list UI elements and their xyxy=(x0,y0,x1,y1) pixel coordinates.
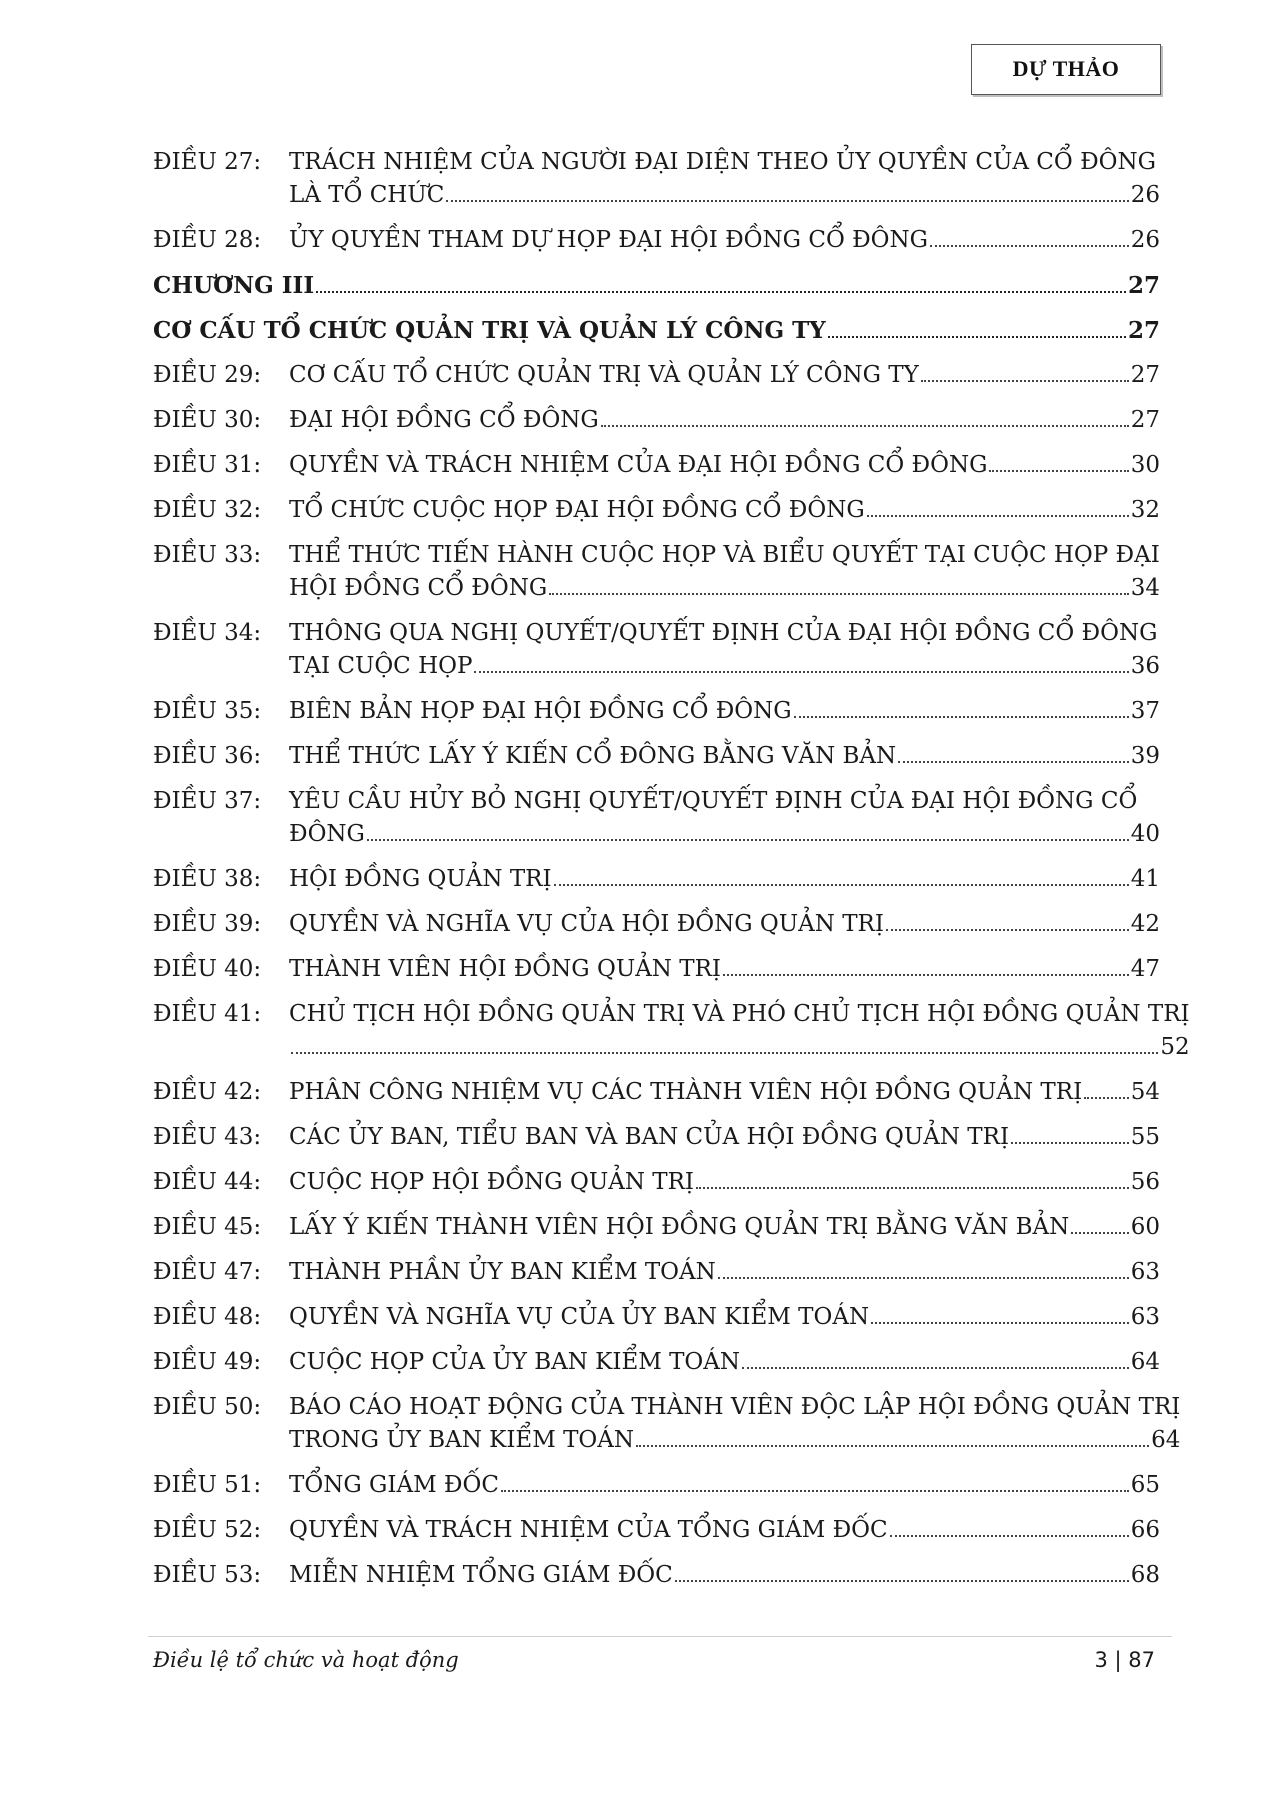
dot-leader xyxy=(794,716,1129,718)
dot-leader xyxy=(367,839,1129,841)
toc-entry-number: ĐIỀU 50: xyxy=(153,1394,262,1420)
toc-entry-title: TRONG ỦY BAN KIỂM TOÁN xyxy=(289,1427,634,1453)
toc-entry-title-line1: BÁO CÁO HOẠT ĐỘNG CỦA THÀNH VIÊN ĐỘC LẬP HỘI ĐỒNG QUẢN TRỊ xyxy=(289,1394,1181,1420)
table-of-contents xyxy=(153,146,1190,1604)
dot-leader xyxy=(291,1052,1158,1054)
toc-entry-title-line1: THÔNG QUA NGHỊ QUYẾT/QUYẾT ĐỊNH CỦA ĐẠI HỘI ĐỒNG CỔ ĐÔNG xyxy=(289,620,1158,646)
toc-entry-dieu-53[interactable] xyxy=(153,1559,1160,1592)
toc-entry-page: 27 xyxy=(1130,362,1160,388)
toc-entry-dieu-36[interactable] xyxy=(153,740,1160,773)
dot-leader xyxy=(718,1277,1129,1279)
toc-entry-number: ĐIỀU 41: xyxy=(153,1001,262,1027)
toc-entry-page: 26 xyxy=(1130,182,1160,208)
toc-entry-title: QUYỀN VÀ TRÁCH NHIỆM CỦA ĐẠI HỘI ĐỒNG CỔ ĐÔNG xyxy=(289,452,988,478)
dot-leader xyxy=(723,974,1129,976)
toc-entry-number: ĐIỀU 49: xyxy=(153,1349,262,1375)
dot-leader xyxy=(867,515,1129,517)
toc-entry-title: QUYỀN VÀ NGHĨA VỤ CỦA ỦY BAN KIỂM TOÁN xyxy=(289,1304,870,1330)
toc-entry-page: 37 xyxy=(1130,698,1160,724)
dot-leader xyxy=(474,671,1128,673)
toc-entry-page: 63 xyxy=(1130,1304,1160,1330)
toc-entry-dieu-28[interactable] xyxy=(153,224,1160,257)
dot-leader xyxy=(554,884,1129,886)
dot-leader xyxy=(898,761,1129,763)
toc-entry-title: MIỄN NHIỆM TỔNG GIÁM ĐỐC xyxy=(289,1562,673,1588)
toc-entry-number: ĐIỀU 44: xyxy=(153,1169,262,1195)
toc-entry-number: ĐIỀU 37: xyxy=(153,788,262,814)
toc-entry-page: 64 xyxy=(1130,1349,1160,1375)
toc-entry-page: 27 xyxy=(1130,407,1160,433)
toc-entry-number: ĐIỀU 28: xyxy=(153,227,262,253)
toc-entry-dieu-39[interactable] xyxy=(153,908,1160,941)
toc-entry-title: THÀNH PHẦN ỦY BAN KIỂM TOÁN xyxy=(289,1259,716,1285)
toc-entry-title: CUỘC HỌP HỘI ĐỒNG QUẢN TRỊ xyxy=(289,1169,695,1195)
toc-entry-title: QUYỀN VÀ TRÁCH NHIỆM CỦA TỔNG GIÁM ĐỐC xyxy=(289,1517,888,1543)
toc-entry-page: 65 xyxy=(1130,1472,1160,1498)
dot-leader xyxy=(1084,1097,1129,1099)
toc-entry-title: LẤY Ý KIẾN THÀNH VIÊN HỘI ĐỒNG QUẢN TRỊ BẰNG VĂN BẢN xyxy=(289,1214,1070,1240)
toc-entry-number: ĐIỀU 45: xyxy=(153,1214,262,1240)
toc-chapter-title-page: 27 xyxy=(1127,317,1160,344)
toc-entry-page: 54 xyxy=(1130,1079,1160,1105)
toc-entry-dieu-33[interactable] xyxy=(153,539,1160,605)
toc-entry-title: ĐẠI HỘI ĐỒNG CỔ ĐÔNG xyxy=(289,407,599,433)
toc-entry-dieu-40[interactable] xyxy=(153,953,1160,986)
toc-entry-dieu-34[interactable] xyxy=(153,617,1160,683)
toc-entry-title: ĐÔNG xyxy=(289,821,365,847)
toc-chapter-page: 27 xyxy=(1127,272,1160,299)
toc-entry-number: ĐIỀU 30: xyxy=(153,407,262,433)
toc-entry-number: ĐIỀU 29: xyxy=(153,362,262,388)
toc-entry-dieu-29[interactable] xyxy=(153,359,1160,392)
toc-entry-page: 63 xyxy=(1130,1259,1160,1285)
toc-entry-dieu-27[interactable] xyxy=(153,146,1160,212)
dot-leader xyxy=(636,1445,1149,1447)
toc-entry-dieu-41[interactable] xyxy=(153,998,1190,1064)
toc-chapter-heading[interactable] xyxy=(153,269,1160,302)
toc-entry-dieu-32[interactable] xyxy=(153,494,1160,527)
toc-entry-page: 42 xyxy=(1130,911,1160,937)
toc-chapter-title-text: CƠ CẤU TỔ CHỨC QUẢN TRỊ VÀ QUẢN LÝ CÔNG TY xyxy=(153,317,826,344)
toc-entry-number: ĐIỀU 53: xyxy=(153,1562,262,1588)
toc-entry-page: 30 xyxy=(1130,452,1160,478)
toc-entry-title-line1: YÊU CẦU HỦY BỎ NGHỊ QUYẾT/QUYẾT ĐỊNH CỦA ĐẠI HỘI ĐỒNG CỔ xyxy=(289,788,1138,814)
toc-entry-dieu-45[interactable] xyxy=(153,1211,1160,1244)
dot-leader xyxy=(316,291,1126,293)
toc-entry-title-line1: TRÁCH NHIỆM CỦA NGƯỜI ĐẠI DIỆN THEO ỦY QUYỀN CỦA CỔ ĐÔNG xyxy=(289,149,1156,175)
toc-entry-title: PHÂN CÔNG NHIỆM VỤ CÁC THÀNH VIÊN HỘI ĐỒNG QUẢN TRỊ xyxy=(289,1079,1083,1105)
toc-entry-dieu-37[interactable] xyxy=(153,785,1160,851)
dot-leader xyxy=(921,380,1129,382)
toc-entry-title: BIÊN BẢN HỌP ĐẠI HỘI ĐỒNG CỔ ĐÔNG xyxy=(289,698,792,724)
toc-entry-dieu-43[interactable] xyxy=(153,1121,1160,1154)
toc-entry-number: ĐIỀU 36: xyxy=(153,743,262,769)
toc-entry-dieu-49[interactable] xyxy=(153,1346,1160,1379)
dot-leader xyxy=(886,929,1129,931)
toc-entry-dieu-48[interactable] xyxy=(153,1301,1160,1334)
dot-leader xyxy=(1071,1232,1128,1234)
toc-entry-dieu-30[interactable] xyxy=(153,404,1160,437)
toc-entry-dieu-35[interactable] xyxy=(153,695,1160,728)
toc-entry-page: 68 xyxy=(1130,1562,1160,1588)
toc-entry-title: CUỘC HỌP CỦA ỦY BAN KIỂM TOÁN xyxy=(289,1349,741,1375)
toc-entry-number: ĐIỀU 38: xyxy=(153,866,262,892)
toc-entry-page: 60 xyxy=(1130,1214,1160,1240)
toc-entry-page: 40 xyxy=(1130,821,1160,847)
toc-entry-title: THÀNH VIÊN HỘI ĐỒNG QUẢN TRỊ xyxy=(289,956,721,982)
toc-entry-number: ĐIỀU 48: xyxy=(153,1304,262,1330)
dot-leader xyxy=(930,245,1129,247)
toc-chapter-number: CHƯƠNG III xyxy=(153,272,315,299)
dot-leader xyxy=(871,1322,1129,1324)
toc-entry-dieu-38[interactable] xyxy=(153,863,1160,896)
dot-leader xyxy=(675,1580,1129,1582)
toc-entry-title-line1: THỂ THỨC TIẾN HÀNH CUỘC HỌP VÀ BIỂU QUYẾT TẠI CUỘC HỌP ĐẠI xyxy=(289,542,1160,568)
toc-entry-page: 52 xyxy=(1160,1034,1190,1060)
dot-leader xyxy=(890,1535,1129,1537)
toc-entry-number: ĐIỀU 40: xyxy=(153,956,262,982)
toc-entry-title: THỂ THỨC LẤY Ý KIẾN CỔ ĐÔNG BẰNG VĂN BẢN xyxy=(289,743,897,769)
toc-entry-dieu-51[interactable] xyxy=(153,1469,1160,1502)
draft-stamp: DỰ THẢO xyxy=(971,44,1161,95)
toc-entry-number: ĐIỀU 31: xyxy=(153,452,262,478)
toc-entry-number: ĐIỀU 52: xyxy=(153,1517,262,1543)
toc-entry-dieu-42[interactable] xyxy=(153,1076,1160,1109)
toc-entry-title: TẠI CUỘC HỌP xyxy=(289,653,473,679)
dot-leader xyxy=(1011,1142,1129,1144)
footer-divider xyxy=(148,1636,1172,1637)
toc-entry-title: TỔNG GIÁM ĐỐC xyxy=(289,1472,499,1498)
toc-entry-title-line1: CHỦ TỊCH HỘI ĐỒNG QUẢN TRỊ VÀ PHÓ CHỦ TỊCH HỘI ĐỒNG QUẢN TRỊ xyxy=(289,1001,1190,1027)
toc-entry-number: ĐIỀU 51: xyxy=(153,1472,262,1498)
toc-entry-number: ĐIỀU 43: xyxy=(153,1124,262,1150)
toc-entry-dieu-44[interactable] xyxy=(153,1166,1160,1199)
toc-entry-page: 39 xyxy=(1130,743,1160,769)
dot-leader xyxy=(742,1367,1129,1369)
toc-entry-dieu-52[interactable] xyxy=(153,1514,1160,1547)
toc-entry-number: ĐIỀU 34: xyxy=(153,620,262,646)
toc-entry-page: 26 xyxy=(1130,227,1160,253)
toc-entry-dieu-50[interactable] xyxy=(153,1391,1181,1457)
toc-entry-page: 66 xyxy=(1130,1517,1160,1543)
toc-entry-number: ĐIỀU 27: xyxy=(153,149,262,175)
toc-entry-title: QUYỀN VÀ NGHĨA VỤ CỦA HỘI ĐỒNG QUẢN TRỊ xyxy=(289,911,884,937)
toc-entry-page: 41 xyxy=(1130,866,1160,892)
toc-entry-page: 34 xyxy=(1130,575,1160,601)
dot-leader xyxy=(501,1490,1129,1492)
toc-entry-title: ỦY QUYỀN THAM DỰ HỌP ĐẠI HỘI ĐỒNG CỔ ĐÔNG xyxy=(289,227,929,253)
toc-entry-number: ĐIỀU 32: xyxy=(153,497,262,523)
toc-entry-number: ĐIỀU 47: xyxy=(153,1259,262,1285)
toc-entry-title: LÀ TỔ CHỨC xyxy=(289,182,445,208)
toc-chapter-title[interactable] xyxy=(153,314,1160,347)
toc-entry-page: 47 xyxy=(1130,956,1160,982)
toc-entry-page: 55 xyxy=(1130,1124,1160,1150)
toc-entry-title: HỘI ĐỒNG QUẢN TRỊ xyxy=(289,866,552,892)
toc-entry-number: ĐIỀU 35: xyxy=(153,698,262,724)
footer-document-title: Điều lệ tổ chức và hoạt động xyxy=(153,1648,459,1672)
toc-entry-page: 56 xyxy=(1130,1169,1160,1195)
toc-entry-title: TỔ CHỨC CUỘC HỌP ĐẠI HỘI ĐỒNG CỔ ĐÔNG xyxy=(289,497,865,523)
toc-entry-title: CÁC ỦY BAN, TIỂU BAN VÀ BAN CỦA HỘI ĐỒNG QUẢN TRỊ xyxy=(289,1124,1010,1150)
dot-leader xyxy=(549,593,1128,595)
dot-leader xyxy=(601,425,1129,427)
toc-entry-number: ĐIỀU 39: xyxy=(153,911,262,937)
toc-entry-page: 36 xyxy=(1130,653,1160,679)
toc-entry-dieu-31[interactable] xyxy=(153,449,1160,482)
toc-entry-page: 32 xyxy=(1130,497,1160,523)
footer-page-number: 3 | 87 xyxy=(1094,1648,1155,1672)
toc-entry-number: ĐIỀU 33: xyxy=(153,542,262,568)
toc-entry-title: CƠ CẤU TỔ CHỨC QUẢN TRỊ VÀ QUẢN LÝ CÔNG TY xyxy=(289,362,919,388)
dot-leader xyxy=(989,470,1128,472)
dot-leader xyxy=(828,336,1126,338)
toc-entry-number: ĐIỀU 42: xyxy=(153,1079,262,1105)
dot-leader xyxy=(446,200,1128,202)
dot-leader xyxy=(696,1187,1129,1189)
toc-entry-title: HỘI ĐỒNG CỔ ĐÔNG xyxy=(289,575,548,601)
toc-entry-page: 64 xyxy=(1151,1427,1181,1453)
toc-entry-dieu-47[interactable] xyxy=(153,1256,1160,1289)
